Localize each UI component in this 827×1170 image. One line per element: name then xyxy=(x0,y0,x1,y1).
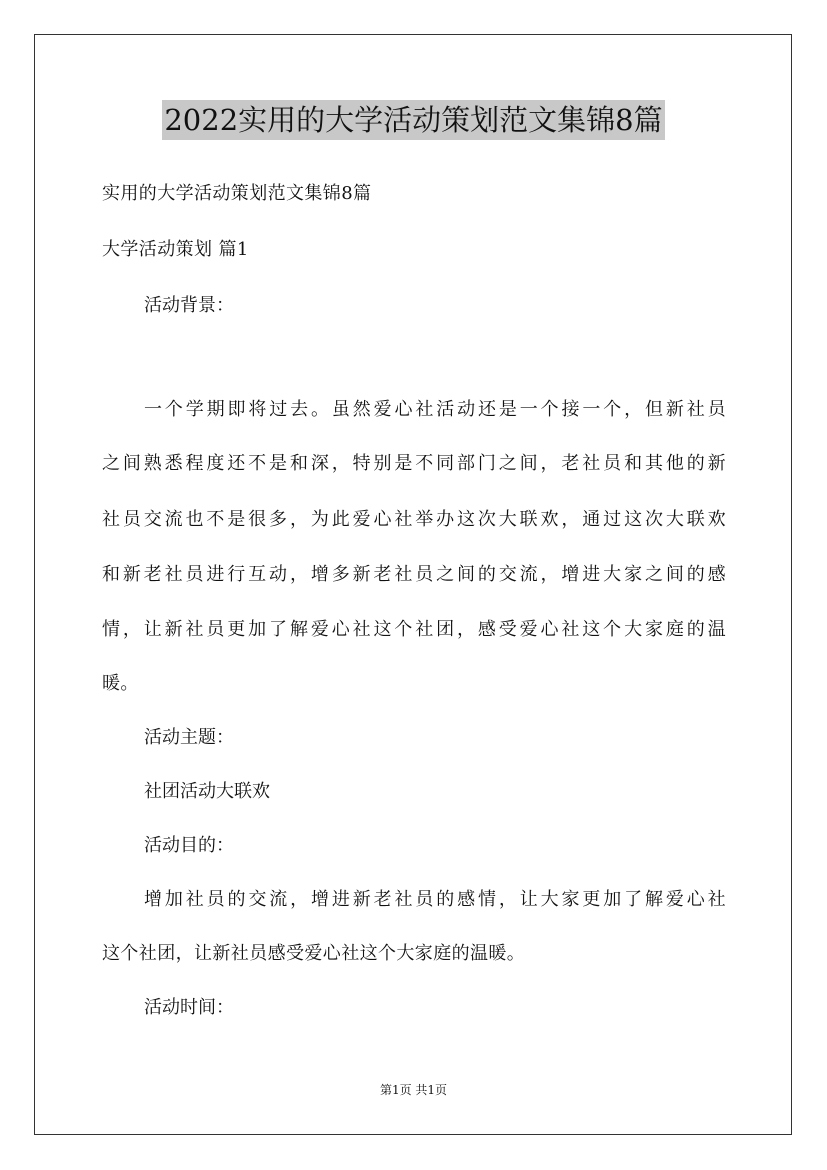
paragraph-line: 这个社团，让新社员感受爱心社这个大家庭的温暖。 xyxy=(102,943,526,964)
page-footer: 第1页 共1页 xyxy=(379,1083,448,1097)
paragraph-line: 暖。 xyxy=(102,673,139,694)
paragraph-line: 和新老社员进行互动，增多新老社员之间的交流，增进大家之间的感 xyxy=(102,564,726,585)
title-wrap xyxy=(0,100,827,140)
document-subtitle: 实用的大学活动策划范文集锦8篇 xyxy=(102,183,372,204)
paragraph-line: 活动目的： xyxy=(144,835,234,856)
paragraph-line: 一个学期即将过去。虽然爱心社活动还是一个接一个，但新社员 xyxy=(144,399,726,420)
paragraph-line: 社团活动大联欢 xyxy=(144,781,270,802)
paragraph-line: 增加社员的交流，增进新老社员的感情，让大家更加了解爱心社 xyxy=(144,889,726,910)
paragraph-line: 活动背景： xyxy=(144,295,234,316)
paragraph-line: 之间熟悉程度还不是和深，特别是不同部门之间，老社员和其他的新 xyxy=(102,453,726,474)
paragraph-line: 活动主题： xyxy=(144,727,234,748)
paragraph-line: 社员交流也不是很多，为此爱心社举办这次大联欢，通过这次大联欢 xyxy=(102,509,726,530)
paragraph-line: 活动时间： xyxy=(144,997,234,1018)
paragraph-line: 情，让新社员更加了解爱心社这个社团，感受爱心社这个大家庭的温 xyxy=(102,619,726,640)
document-title: 2022实用的大学活动策划范文集锦8篇 xyxy=(162,100,664,140)
section-heading: 大学活动策划 篇1 xyxy=(102,239,249,260)
